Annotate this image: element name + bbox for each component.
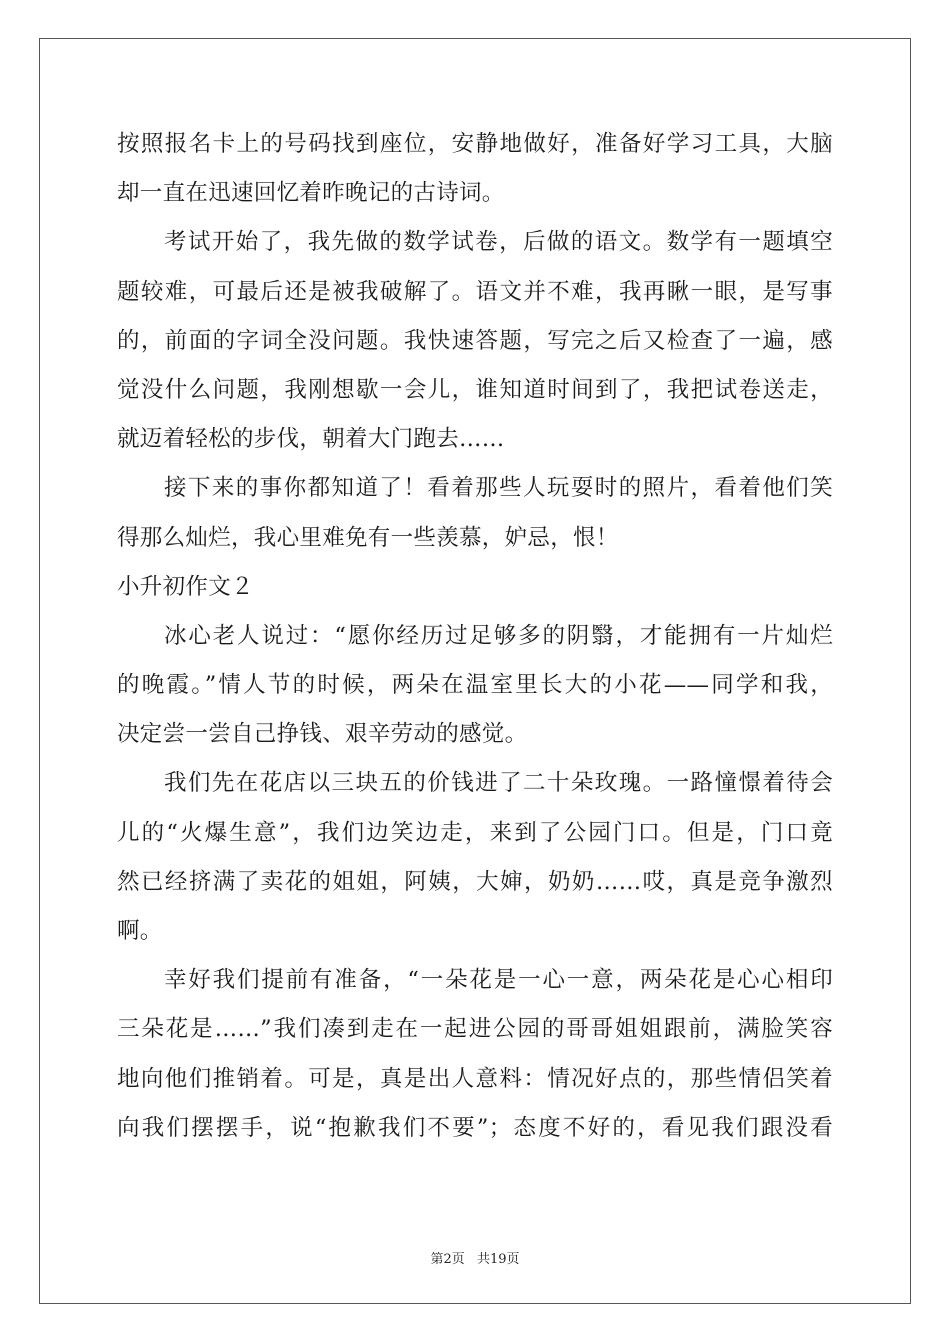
text-line: 的，前面的字词全没问题。我快速答题，写完之后又检查了一遍，感 — [117, 327, 833, 354]
text-line: 啊。 — [117, 918, 163, 944]
page-total: 共19页 — [476, 1252, 520, 1267]
text-line: 向我们摆摆手，说“抱歉我们不要”；态度不好的，看见我们跟没看 — [117, 1114, 833, 1141]
document-body — [117, 120, 833, 1153]
text-line: 觉没什么问题，我刚想歇一会儿，谁知道时间到了，我把试卷送走， — [117, 376, 833, 403]
text-line: 儿的“火爆生意”，我们边笑边走，来到了公园门口。但是，门口竟 — [117, 819, 833, 846]
text-line: 决定尝一尝自己挣钱、艰辛劳动的感觉。 — [117, 721, 528, 748]
text-line: 却一直在迅速回忆着昨晚记的古诗词。 — [117, 180, 505, 207]
text-line: 就迈着轻松的步伐，朝着大门跑去…… — [117, 426, 505, 453]
text-line: 三朵花是……”我们凑到走在一起进公园的哥哥姐姐跟前，满脸笑容 — [117, 1016, 833, 1043]
page-number: 第2页 — [430, 1252, 465, 1267]
text-line: 地向他们推销着。可是，真是出人意料：情况好点的，那些情侣笑着 — [117, 1065, 833, 1092]
text-line: 接下来的事你都知道了！看着那些人玩耍时的照片，看着他们笑 — [164, 475, 833, 502]
page-footer — [0, 1248, 950, 1267]
text-line: 我们先在花店以三块五的价钱进了二十朵玫瑰。一路憧憬着待会 — [164, 770, 833, 797]
text-line: 幸好我们提前有准备，“一朵花是一心一意，两朵花是心心相印 — [164, 967, 833, 994]
text-line: 的晚霞。”情人节的时候，两朵在温室里长大的小花——同学和我， — [117, 672, 833, 699]
text-line: 然已经挤满了卖花的姐姐，阿姨，大婶，奶奶……哎，真是竞争激烈 — [117, 868, 833, 895]
text-line: 按照报名卡上的号码找到座位，安静地做好，准备好学习工具，大脑 — [117, 131, 833, 157]
text-line: 得那么灿烂，我心里难免有一些羡慕，妒忌，恨！ — [117, 524, 619, 551]
text-line: 题较难，可最后还是被我破解了。语文并不难，我再瞅一眼，是写事 — [117, 278, 833, 305]
text-line: 考试开始了，我先做的数学试卷，后做的语文。数学有一题填空 — [164, 229, 833, 256]
text-line: 小升初作文２ — [117, 573, 254, 600]
text-line: 冰心老人说过：“愿你经历过足够多的阴翳，才能拥有一片灿烂 — [164, 622, 833, 649]
